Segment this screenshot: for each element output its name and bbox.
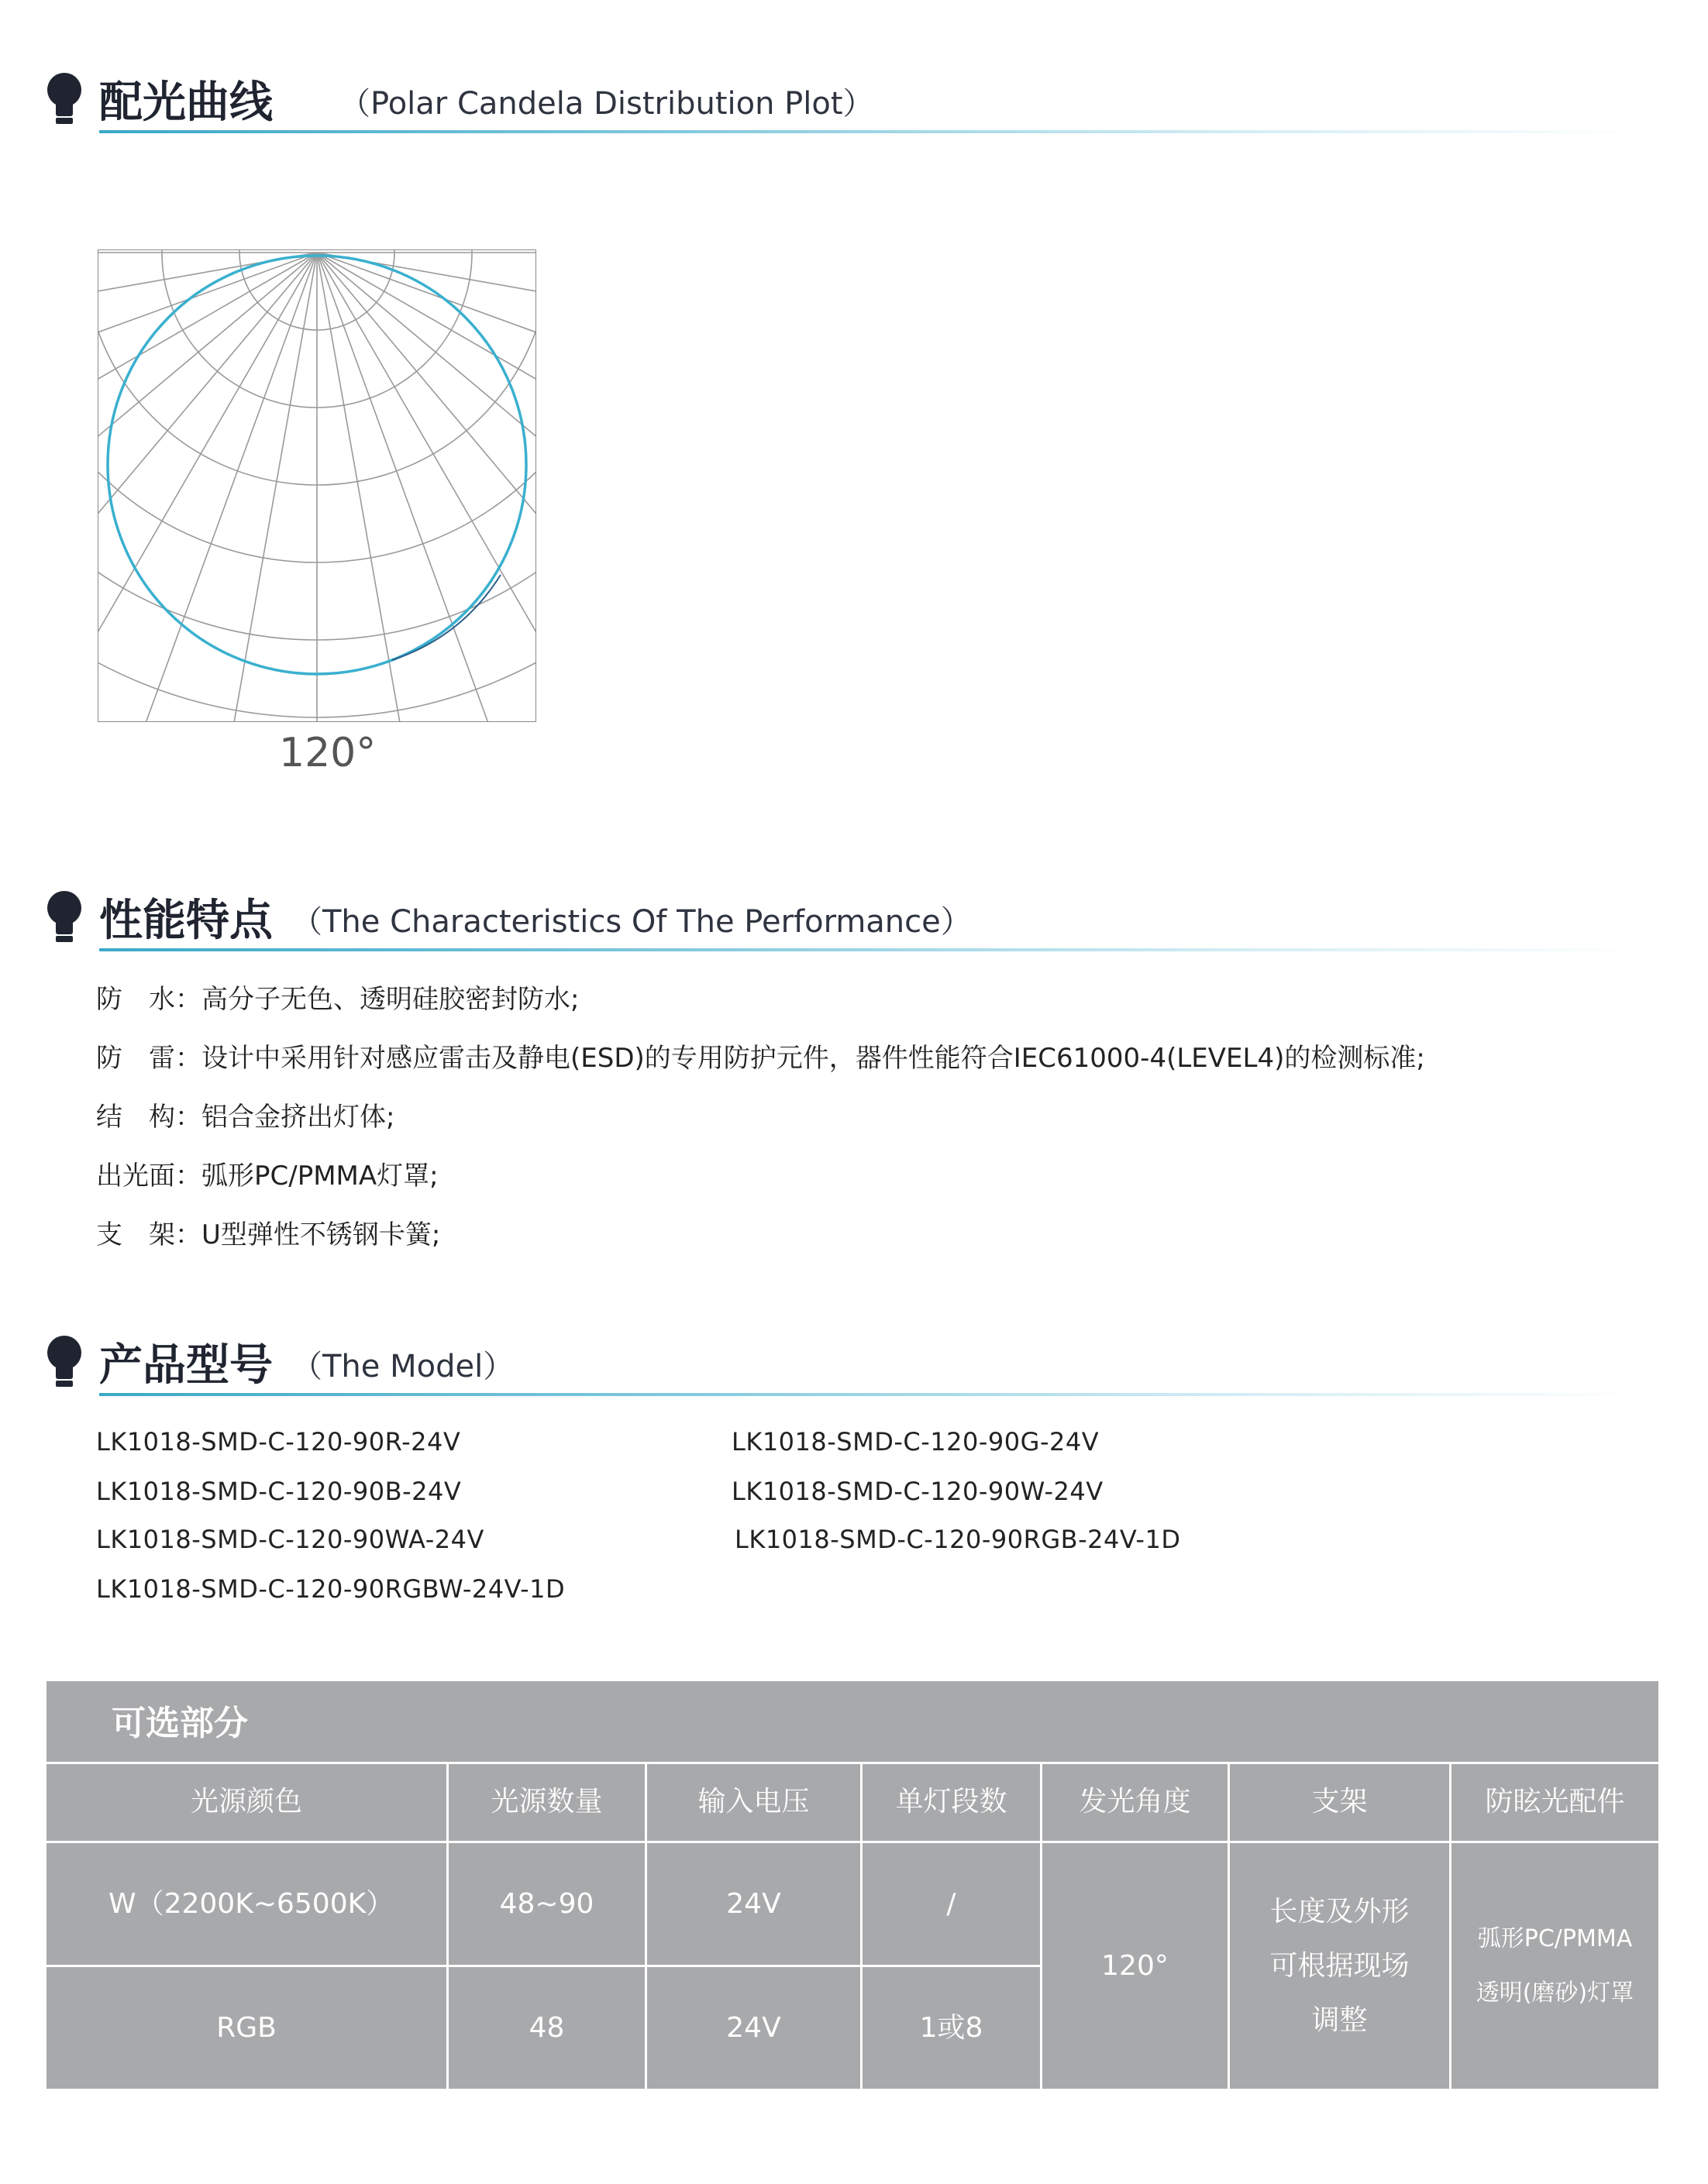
model-item: LK1018-SMD-C-120-90RGB-24V-1D [735, 1525, 1181, 1554]
bracket-line: 可根据现场 [1269, 1949, 1410, 1982]
table-header-bracket: 支架 [1311, 1786, 1368, 1818]
feature-label: 出光面： [96, 1161, 201, 1192]
grid-radial [317, 253, 536, 373]
feature-bracket [96, 1213, 440, 1251]
table-cell-color: RGB [216, 2011, 277, 2044]
feature-label: 防 水： [96, 984, 201, 1015]
section-divider [99, 948, 1641, 951]
lightbulb-icon [45, 1334, 84, 1390]
feature-text: 铝合金挤出灯体; [201, 1102, 395, 1133]
table-cell-voltage: 24V [726, 1887, 781, 1920]
model-item: LK1018-SMD-C-120-90R-24V [96, 1427, 461, 1457]
section-heading-en: （Polar Candela Distribution Plot） [339, 86, 874, 122]
table-cell-voltage: 24V [726, 2011, 781, 2044]
table-cell-quantity: 48~90 [499, 1887, 594, 1920]
feature-structure [96, 1095, 394, 1133]
section-heading-cn: 配光曲线 [99, 77, 273, 128]
polar-candela-plot [98, 249, 536, 722]
table-cell-segments: 1或8 [919, 2011, 983, 2044]
section-heading-cn: 产品型号 [99, 1340, 273, 1391]
feature-text: 设计中采用针对感应雷击及静电(ESD)的专用防护元件，器件性能符合IEC61000-4(LEVEL4)的检测标准; [201, 1043, 1425, 1074]
options-table-title: 可选部分 [112, 1704, 248, 1743]
table-header-anti-glare: 防眩光配件 [1485, 1786, 1625, 1818]
feature-emitting-surface [96, 1154, 439, 1192]
model-item: LK1018-SMD-C-120-90RGBW-24V-1D [96, 1574, 566, 1604]
table-cell-quantity: 48 [529, 2011, 565, 2044]
grid-radial [98, 253, 317, 601]
feature-text: 高分子无色、透明硅胶密封防水; [201, 984, 580, 1015]
grid-radial [196, 253, 317, 722]
feature-waterproof [96, 978, 579, 1016]
bracket-line: 长度及外形 [1269, 1895, 1410, 1928]
beam-angle-label: 120° [279, 730, 377, 776]
bracket-line: 调整 [1311, 2003, 1368, 2036]
model-item: LK1018-SMD-C-120-90W-24V [732, 1477, 1104, 1506]
anti-glare-line: 透明(磨砂)灯罩 [1476, 1979, 1634, 2007]
table-header-voltage: 输入电压 [697, 1786, 810, 1818]
polar-grid [98, 249, 536, 722]
feature-label: 结 构： [96, 1102, 201, 1133]
section-heading-en: （The Characteristics Of The Performance） [291, 904, 972, 940]
options-table [46, 1681, 1658, 2089]
table-cell-bracket [1230, 1843, 1449, 2089]
table-header-beam-angle: 发光角度 [1079, 1786, 1191, 1818]
section-heading-cn: 性能特点 [99, 896, 273, 946]
grid-radial [317, 253, 438, 722]
section-title-model [45, 1323, 1641, 1401]
model-item: LK1018-SMD-C-120-90G-24V [732, 1427, 1100, 1457]
model-item: LK1018-SMD-C-120-90B-24V [96, 1477, 462, 1506]
feature-text: U型弹性不锈钢卡簧; [201, 1219, 441, 1250]
table-header-segments: 单灯段数 [895, 1786, 1007, 1818]
table-cell-beam-angle: 120° [1101, 1949, 1169, 1982]
table-cell-segments: / [946, 1887, 956, 1920]
grid-radial [98, 253, 317, 373]
section-title-light-distribution [45, 60, 1641, 138]
model-item: LK1018-SMD-C-120-90WA-24V [96, 1525, 484, 1554]
feature-label: 支 架： [96, 1219, 201, 1250]
feature-text: 弧形PC/PMMA灯罩; [201, 1161, 439, 1192]
section-divider [99, 130, 1641, 133]
anti-glare-line: 弧形PC/PMMA [1477, 1924, 1633, 1952]
lightbulb-icon [45, 71, 84, 127]
section-heading-en: （The Model） [291, 1349, 515, 1384]
lightbulb-icon [45, 889, 84, 945]
table-cell-anti-glare [1451, 1843, 1658, 2089]
table-header-color: 光源颜色 [190, 1786, 302, 1818]
feature-lightning [96, 1037, 1425, 1075]
feature-label: 防 雷： [96, 1043, 201, 1074]
table-header-quantity: 光源数量 [491, 1786, 603, 1818]
section-title-performance [45, 879, 1641, 956]
table-cell-color: W（2200K~6500K） [108, 1887, 394, 1920]
section-divider [99, 1393, 1641, 1396]
grid-radial [317, 253, 536, 601]
